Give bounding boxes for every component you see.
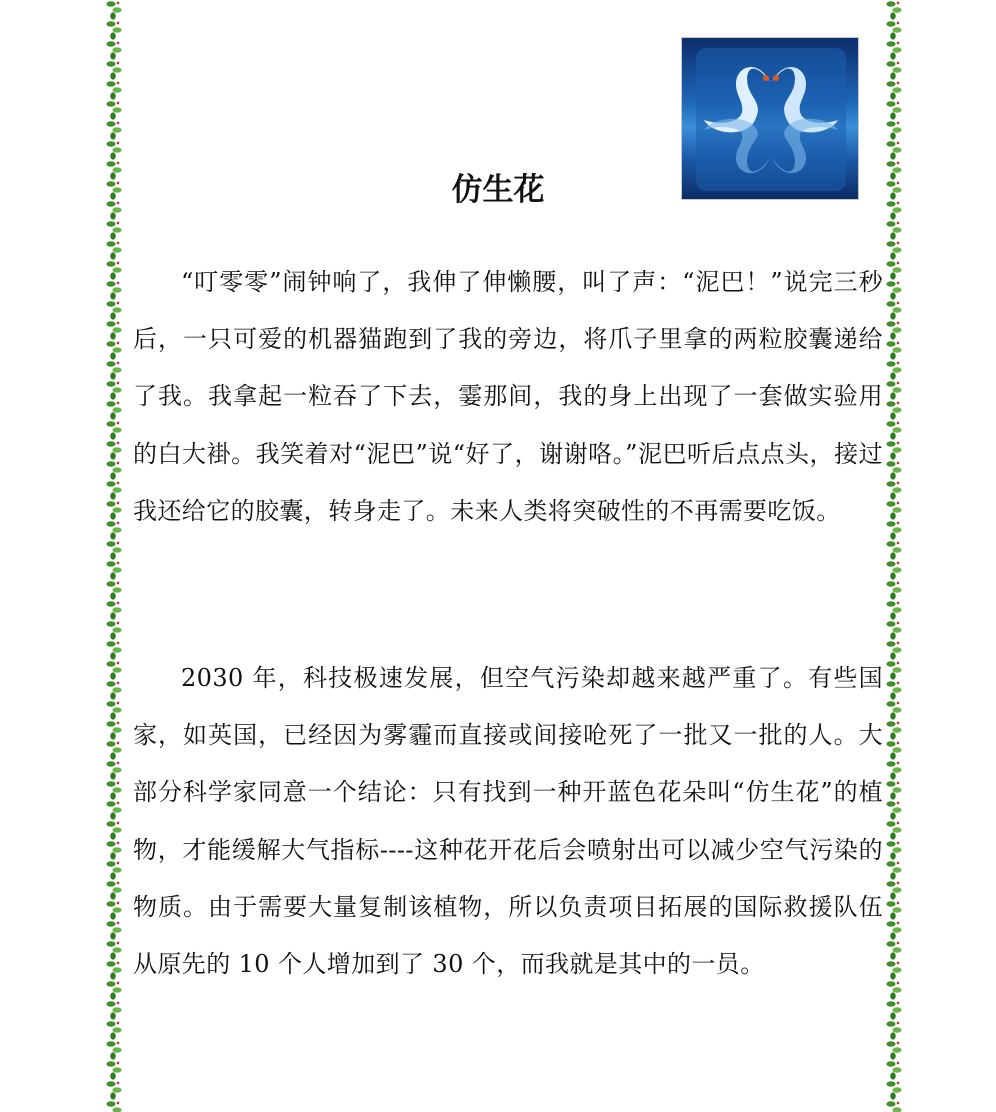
document-title: 仿生花 bbox=[451, 172, 545, 208]
paragraph-1: “叮零零”闹钟响了，我伸了伸懒腰，叫了声：“泥巴！”说完三秒后，一只可爱的机器猫跑到了我的旁边，将爪子里拿的两粒胶囊递给了我。我拿起一粒吞了下去，霎那间，我的身上出现了一套做实验用的白大褂。我笑着对“泥巴”说“好了，谢谢咯。”泥巴听后点点头，接过我还给它的胶囊，转身走了。未来人类将突破性的不再需要吃饭。 bbox=[133, 268, 883, 525]
paragraph-2: 2030 年，科技极速发展，但空气污染却越来越严重了。有些国家，如英国，已经因为雾霾而直接或间接呛死了一批又一批的人。大部分科学家同意一个结论：只有找到一种开蓝色花朵叫“仿生花”的植物，才能缓解大气指标----这种花开花后会喷射出可以减少空气污染的物质。由于需要大量复制该植物，所以负责项目拓展的国际救援队伍从原先的 10 个人增加到了 30 个，而我就是其中的一员。 bbox=[133, 664, 883, 979]
